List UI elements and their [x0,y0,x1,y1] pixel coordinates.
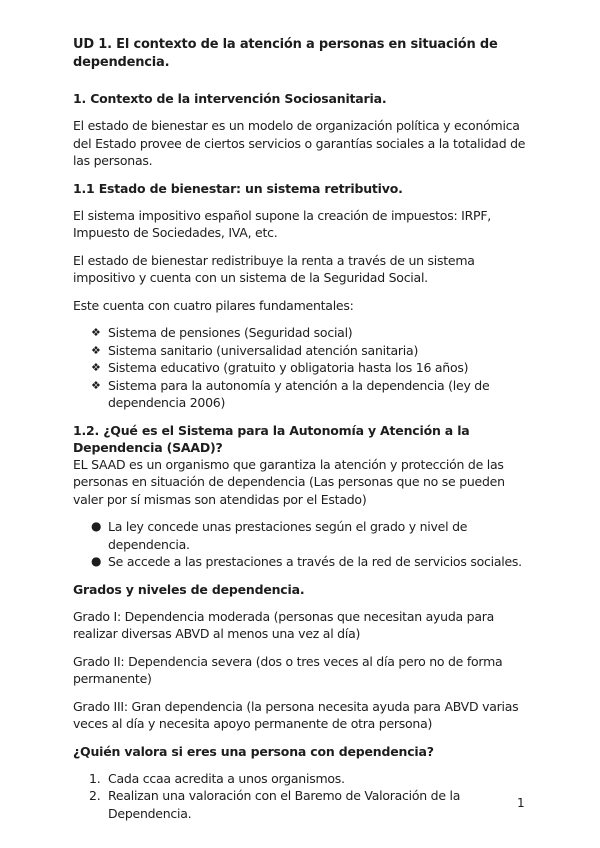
list-item: ● La ley concede unas prestaciones según el grado y nivel de dependencia. [91,519,468,552]
list-item: ❖ Sistema para la autonomía y atención a la dependencia (ley de dependencia 2006) [91,377,490,410]
section-1-paragraph: El estado de bienestar es un modelo de organización política y económica del Estado provee de ciertos servicios o garantías sociales a la totalidad de las personas. [73,118,526,168]
list-item: ❖ Sistema educativo (gratuito y obligatoria hasta los 16 años) [91,360,469,375]
section-1-1-paragraph-2: El estado de bienestar redistribuye la renta a través de un sistema impositivo y cuenta con un sistema de la Seguridad Social. [73,252,475,285]
diamond-bullet-icon: ❖ [91,361,101,374]
list-item: ❖ Sistema de pensiones (Seguridad social) [91,325,353,340]
pillars-list [73,324,533,412]
list-item: ❖ Sistema sanitario (universalidad atención sanitaria) [91,342,419,358]
list-item: 2. Realizan una valoración con el Baremo de Valoración de la Dependencia. [89,788,461,821]
document-page [73,36,533,832]
dot-bullet-icon: ● [91,554,102,568]
section-1-1-heading: 1.1 Estado de bienestar: un sistema retributivo. [73,180,403,196]
section-1-2-paragraph: EL SAAD es un organismo que garantiza la atención y protección de las personas en situación de dependencia (Las personas que no se pueden valer por sí mismas son atendidas por el Estado) [73,456,505,507]
grado-3: Grado III: Gran dependencia (la persona necesita ayuda para ABVD varias veces al día y necesita apoyo permanente de otra persona) [73,698,519,731]
section-1-1-paragraph-1: El sistema impositivo español supone la creación de impuestos: IRPF, Impuesto de Sociedades, IVA, etc. [73,207,491,240]
diamond-bullet-icon: ❖ [91,378,101,392]
diamond-bullet-icon: ❖ [91,326,101,339]
grado-1: Grado I: Dependencia moderada (personas que necesitan ayuda para realizar diversas ABVD al menos una vez al día) [73,608,495,641]
section-1-1-paragraph-3: Este cuenta con cuatro pilares fundamentales: [73,297,354,313]
page-number: 1 [517,796,525,810]
dot-bullet-icon: ● [91,519,102,533]
saad-bullets [73,518,533,571]
section-1-heading: 1. Contexto de la intervención Sociosanitaria. [73,91,387,106]
grados-heading: Grados y niveles de dependencia. [73,581,305,597]
list-item: ● Se accede a las prestaciones a través de la red de servicios sociales. [91,554,522,569]
diamond-bullet-icon: ❖ [91,343,101,357]
quien-steps [73,770,533,823]
section-1-2-heading: 1.2. ¿Qué es el Sistema para la Autonomía y Atención a la Dependencia (SAAD)? [73,422,470,455]
list-item: 1. Cada ccaa acredita a unos organismos. [89,770,345,786]
document-title: UD 1. El contexto de la atención a personas en situación de dependencia. [73,37,498,70]
grado-2: Grado II: Dependencia severa (dos o tres veces al día pero no de forma permanente) [73,653,503,686]
quien-heading: ¿Quién valora si eres una persona con dependencia? [73,743,434,759]
